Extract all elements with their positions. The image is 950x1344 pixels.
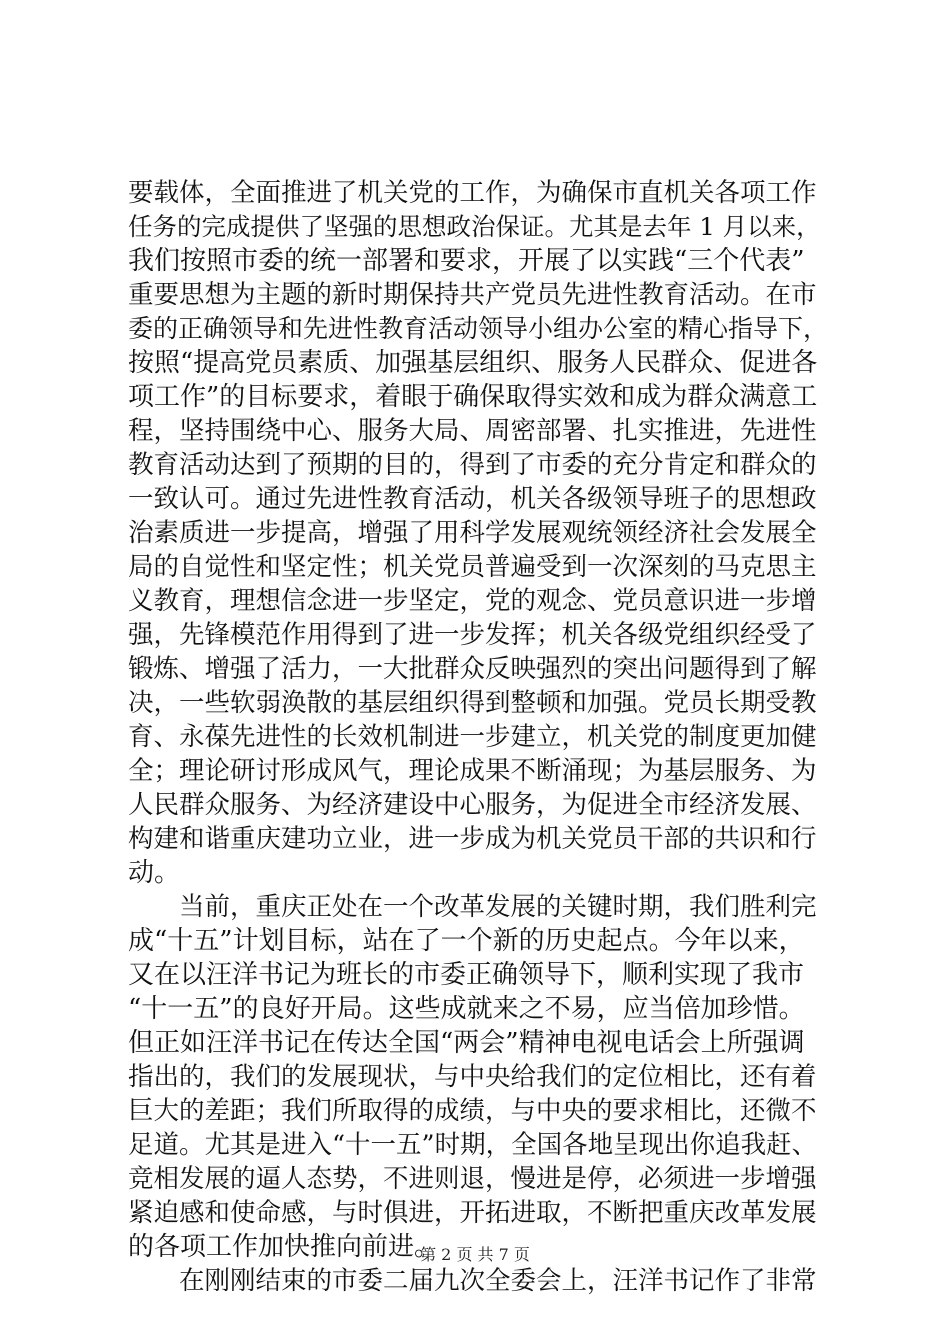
text-line: 一致认可。通过先进性教育活动，机关各级领导班子的思想政 — [128, 484, 817, 514]
text-line: 在刚刚结束的市委二届九次全委会上，汪洋书记作了非常 — [128, 1266, 817, 1296]
text-line: 锻炼、增强了活力，一大批群众反映强烈的突出问题得到了解 — [128, 654, 817, 684]
text-line: “十一五”的良好开局。这些成就来之不易，应当倍加珍惜。 — [128, 994, 805, 1024]
text-line: 义教育，理想信念进一步坚定，党的观念、党员意识进一步增 — [128, 586, 817, 616]
text-line: 任务的完成提供了坚强的思想政治保证。尤其是去年 1 月以来， — [128, 212, 821, 241]
text-line: 动。 — [128, 858, 181, 888]
text-line: 决，一些软弱涣散的基层组织得到整顿和加强。党员长期受教 — [128, 688, 817, 718]
text-line: 成“十五”计划目标，站在了一个新的历史起点。今年以来， — [128, 926, 805, 956]
text-line: 治素质进一步提高，增强了用科学发展观统领经济社会发展全 — [128, 518, 817, 548]
text-line: 构建和谐重庆建功立业，进一步成为机关党员干部的共识和行 — [128, 824, 817, 854]
text-line: 教育活动达到了预期的目的，得到了市委的充分肯定和群众的 — [128, 450, 817, 480]
page-footer: 第 2 页 共 7 页 — [420, 1245, 530, 1264]
text-line: 但正如汪洋书记在传达全国“两会”精神电视电话会上所强调 — [128, 1028, 805, 1058]
text-line: 育、永葆先进性的长效机制进一步建立，机关党的制度更加健 — [128, 722, 817, 752]
text-line: 当前，重庆正处在一个改革发展的关键时期，我们胜利完 — [128, 892, 817, 922]
text-line: 全；理论研讨形成风气，理论成果不断涌现；为基层服务、为 — [128, 756, 817, 786]
text-line: 强，先锋模范作用得到了进一步发挥；机关各级党组织经受了 — [128, 620, 817, 650]
text-line: 指出的，我们的发展现状，与中央给我们的定位相比，还有着 — [128, 1062, 817, 1092]
text-line: 紧迫感和使命感，与时俱进，开拓进取，不断把重庆改革发展 — [128, 1198, 817, 1228]
text-line: 巨大的差距；我们所取得的成绩，与中央的要求相比，还微不 — [128, 1096, 817, 1126]
text-line: 项工作”的目标要求，着眼于确保取得实效和成为群众满意工 — [128, 382, 818, 412]
text-line: 足道。尤其是进入“十一五”时期，全国各地呈现出你追我赶、 — [128, 1130, 818, 1160]
text-line: 又在以汪洋书记为班长的市委正确领导下，顺利实现了我市 — [128, 960, 805, 990]
text-line: 竞相发展的逼人态势，不进则退，慢进是停，必须进一步增强 — [128, 1164, 817, 1194]
text-line: 重要思想为主题的新时期保持共产党员先进性教育活动。在市 — [128, 280, 817, 310]
text-line: 委的正确领导和先进性教育活动领导小组办公室的精心指导下， — [128, 314, 829, 343]
text-line: 人民群众服务、为经济建设中心服务，为促进全市经济发展、 — [128, 790, 817, 820]
text-line: 的各项工作加快推向前进。 — [128, 1232, 441, 1262]
text-line: 局的自觉性和坚定性；机关党员普遍受到一次深刻的马克思主 — [128, 552, 817, 582]
text-line: 我们按照市委的统一部署和要求，开展了以实践“三个代表” — [128, 246, 805, 276]
text-line: 程，坚持围绕中心、服务大局、周密部署、扎实推进，先进性 — [128, 416, 817, 446]
body-text — [128, 176, 828, 1298]
text-line: 要载体，全面推进了机关党的工作，为确保市直机关各项工作 — [128, 178, 817, 208]
text-line: 按照“提高党员素质、加强基层组织、服务人民群众、促进各 — [128, 348, 818, 378]
